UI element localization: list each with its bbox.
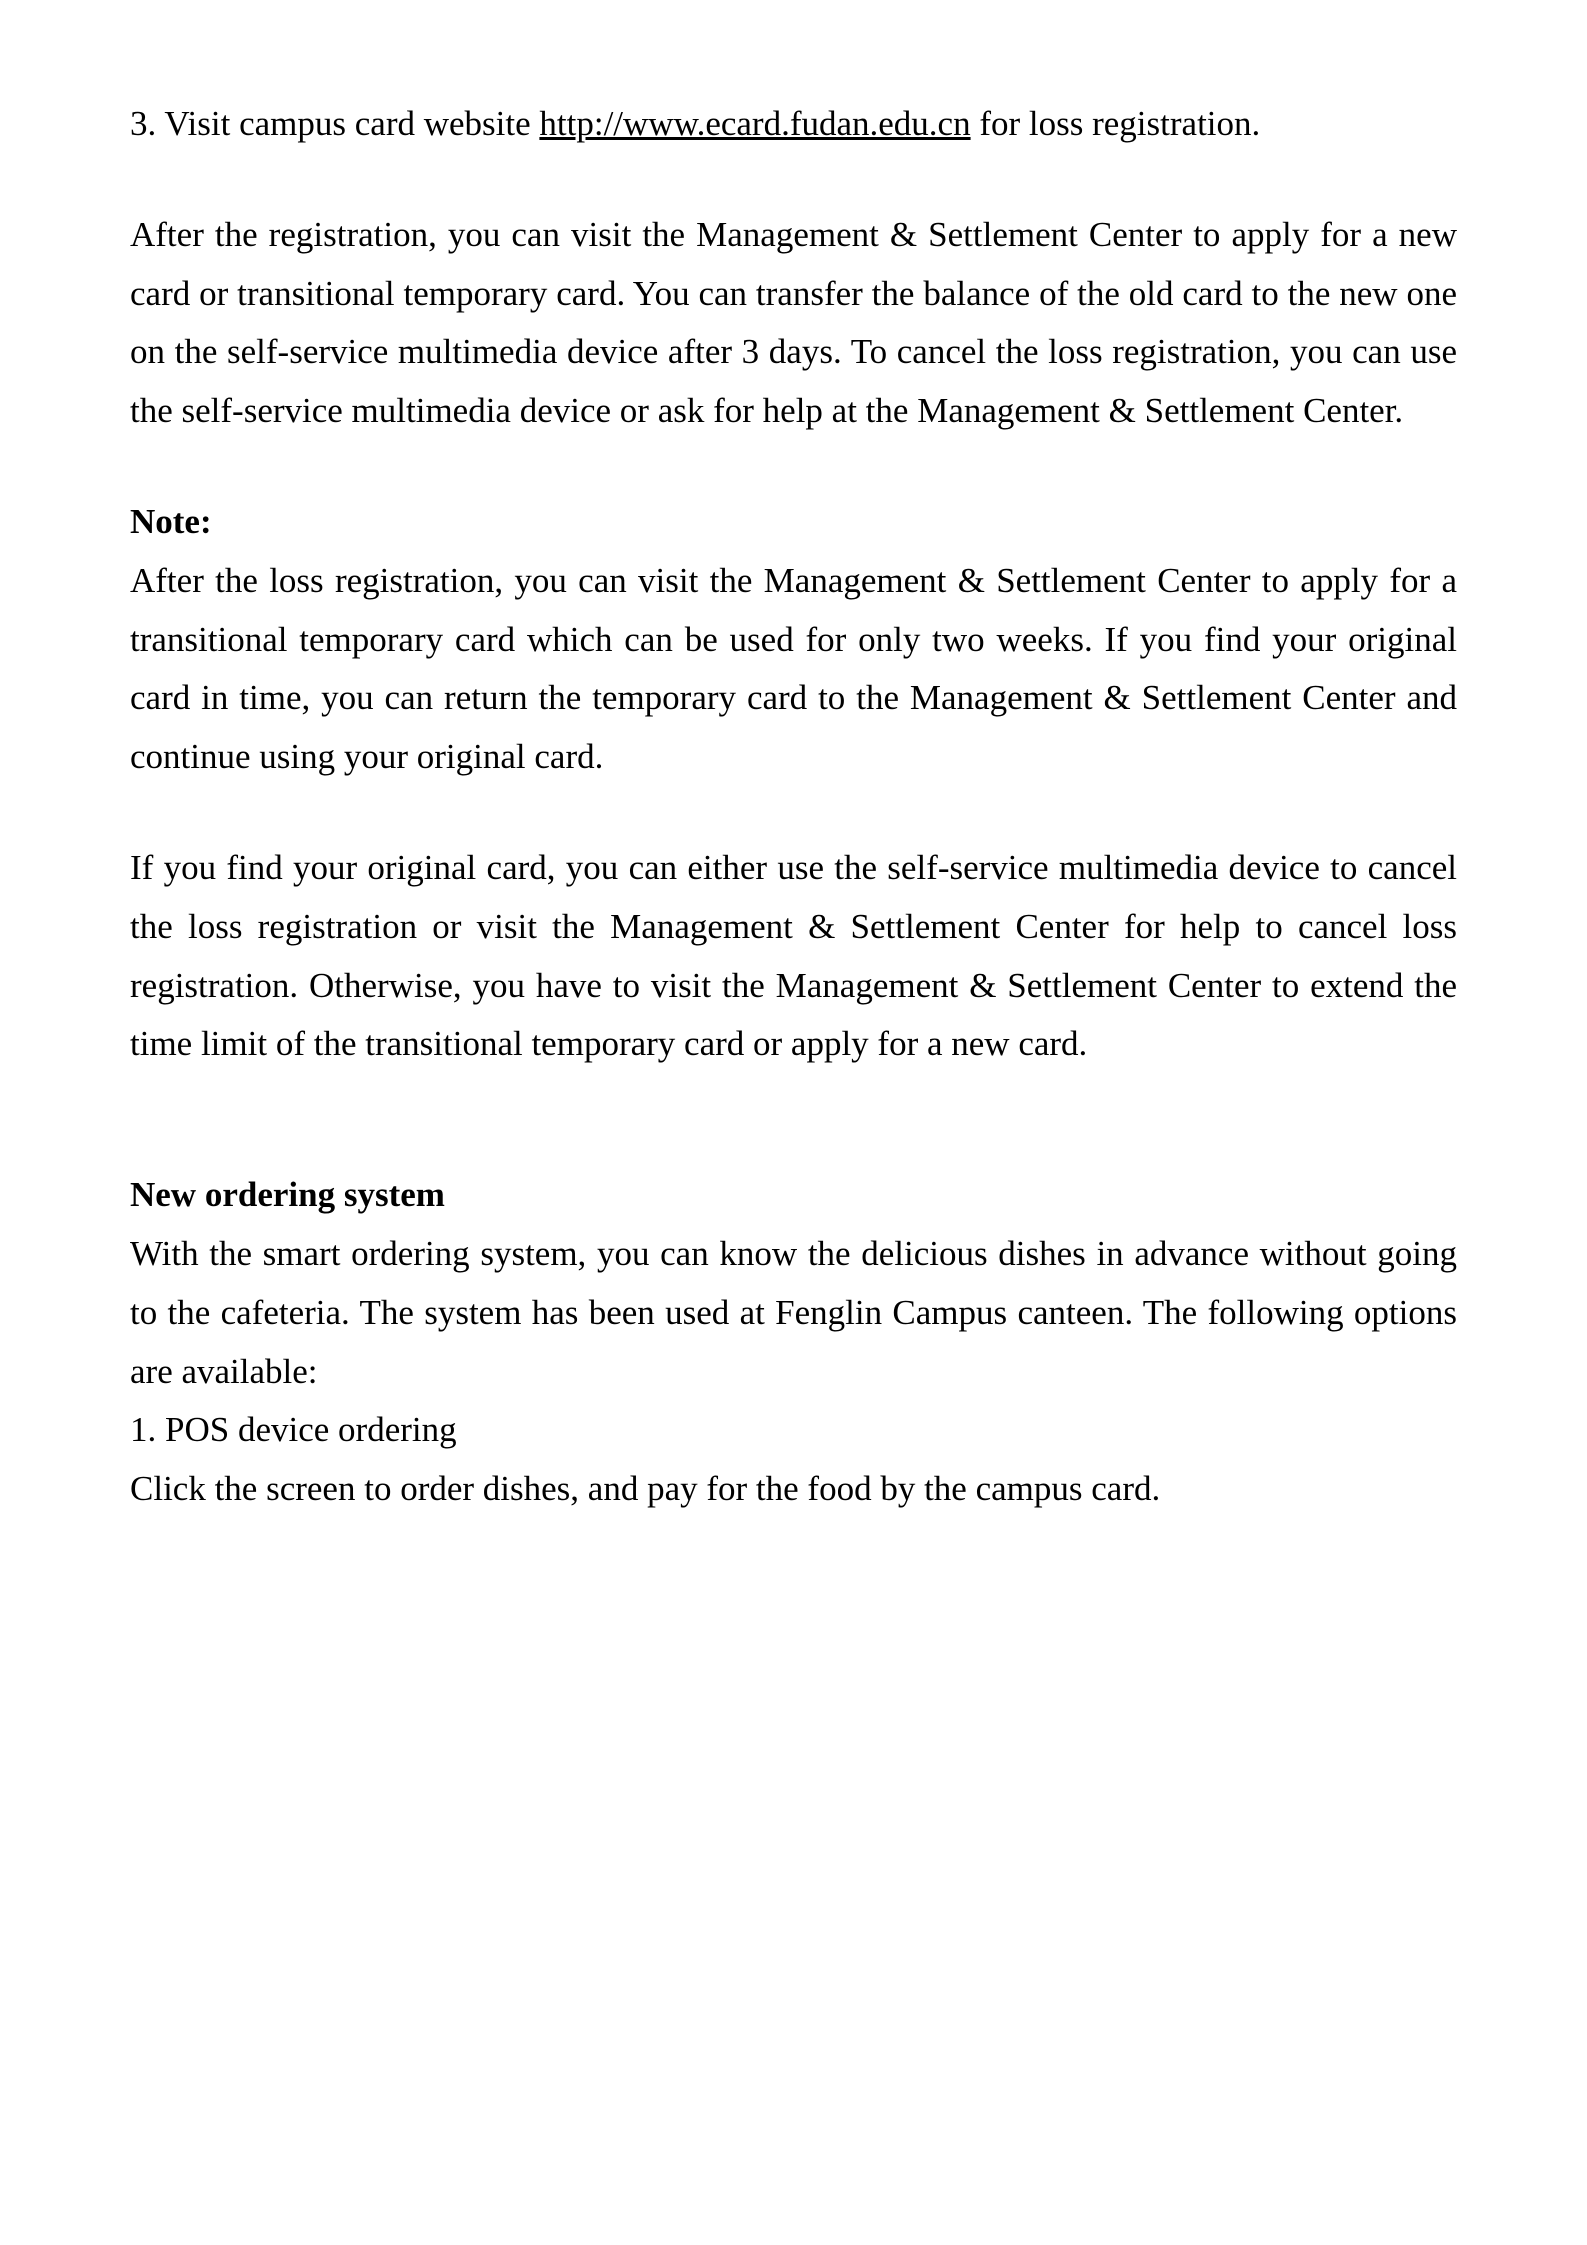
paragraph-spacer (130, 787, 1457, 839)
new-ordering-system-heading: New ordering system (130, 1175, 445, 1215)
note-heading: Note: (130, 501, 212, 541)
item3-suffix-text: for loss registration. (970, 104, 1261, 143)
paragraph-ordering-body: With the smart ordering system, you can know the delicious dishes in advance without going to the cafeteria. The system has been used at Fenglin Campus canteen. The following options are available: (130, 1233, 1457, 1391)
paragraph-spacer (130, 154, 1457, 206)
paragraph-note-body: After the loss registration, you can visit the Management & Settlement Center to apply for a transitional temporary card which can be used for only two weeks. If you find your original card in time, you can return the temporary card to the Management & Settlement Center and continue using your original card. (130, 560, 1457, 777)
paragraph-item-3 (130, 95, 1457, 154)
item3-prefix-text: 3. Visit campus card website (130, 104, 540, 143)
section-spacer (130, 1074, 1457, 1166)
ecard-website-link[interactable]: http://www.ecard.fudan.edu.cn (539, 104, 971, 143)
paragraph-find-original-card: If you find your original card, you can either use the self-service multimedia device to cancel the loss registration or visit the Management & Settlement Center for help to cancel loss registration. Otherwise, you have to visit the Management & Settlement Center to extend the time limit of the transitional temporary card or apply for a new card. (130, 847, 1457, 1064)
paragraph-option-1: 1. POS device ordering (130, 1410, 457, 1450)
paragraph-spacer (130, 441, 1457, 493)
paragraph-option-1-body: Click the screen to order dishes, and pay for the food by the campus card. (130, 1469, 1161, 1509)
paragraph-after-registration: After the registration, you can visit the Management & Settlement Center to apply for a new card or transitional temporary card. You can transfer the balance of the old card to the new one on the self-service multimedia device after 3 days. To cancel the loss registration, you can use the self-service multimedia device or ask for help at the Management & Settlement Center. (130, 214, 1457, 431)
